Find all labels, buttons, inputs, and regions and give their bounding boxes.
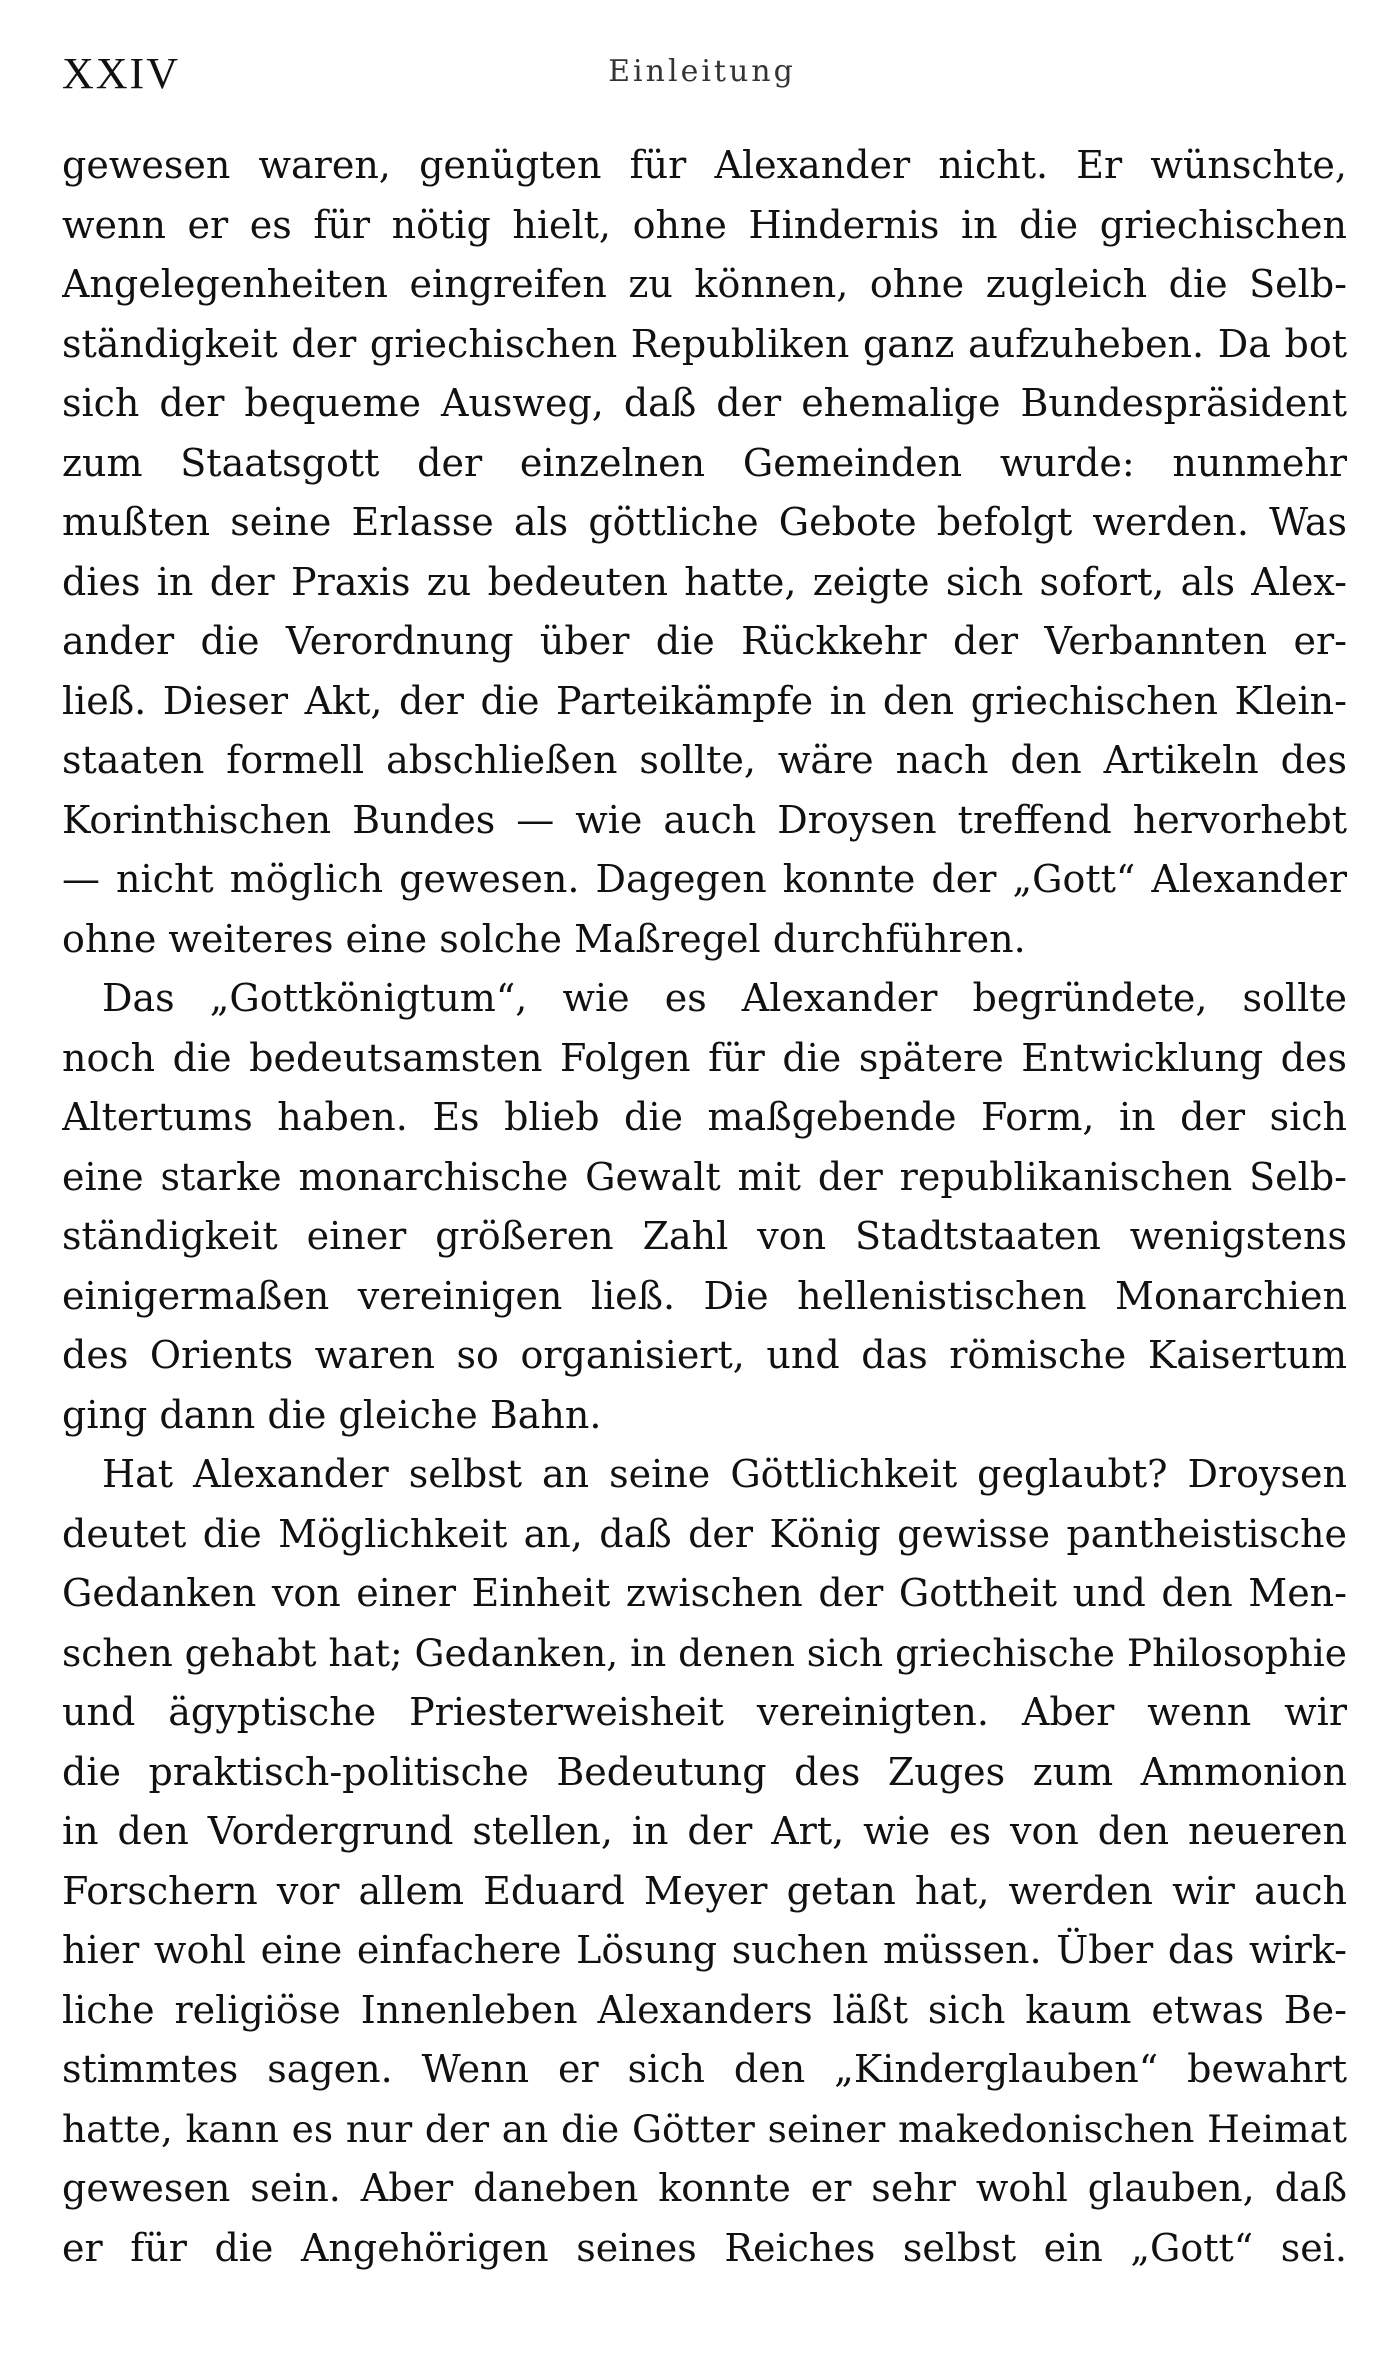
text-line: sich der bequeme Ausweg, daß der ehemalige Bundespräsident: [62, 381, 1347, 425]
text-line: ständigkeit der griechischen Republiken ganz aufzuheben. Da bot: [62, 321, 1347, 366]
page-number: XXIV: [62, 49, 180, 98]
text-line: hatte, kann es nur der an die Götter seiner makedonischen Heimat: [62, 2106, 1347, 2151]
text-line: die praktisch-politische Bedeutung des Zuges zum Ammonion: [62, 1749, 1347, 1794]
text-line: Das „Gottkönigtum“, wie es Alexander begründete, sollte: [102, 976, 1347, 1020]
text-line: einigermaßen vereinigen ließ. Die hellenistischen Monarchien: [62, 1273, 1347, 1318]
text-line: ohne weiteres eine solche Maßregel durchführen.: [62, 916, 1026, 961]
running-head: [62, 40, 1342, 120]
text-line: Korinthischen Bundes — wie auch Droysen treffend hervorhebt: [62, 797, 1347, 842]
text-line: gewesen waren, genügten für Alexander nicht. Er wünschte,: [62, 143, 1347, 187]
text-line: deutet die Möglichkeit an, daß der König gewisse pantheistische: [62, 1511, 1347, 1556]
text-line: ging dann die gleiche Bahn.: [62, 1392, 602, 1437]
text-line: eine starke monarchische Gewalt mit der republikanischen Selb-: [62, 1154, 1347, 1199]
section-title: Einleitung: [608, 54, 796, 89]
text-line: Hat Alexander selbst an seine Göttlichkeit geglaubt? Droysen: [102, 1452, 1347, 1496]
text-line: schen gehabt hat; Gedanken, in denen sich griechische Philosophie: [62, 1630, 1347, 1675]
text-line: mußten seine Erlasse als göttliche Gebote befolgt werden. Was: [62, 500, 1347, 544]
text-line: ander die Verordnung über die Rückkehr der Verbannten er-: [62, 619, 1347, 663]
text-line: dies in der Praxis zu bedeuten hatte, zeigte sich sofort, als Alex-: [62, 559, 1347, 604]
text-line: ständigkeit einer größeren Zahl von Stadtstaaten wenigstens: [62, 1214, 1347, 1258]
text-line: in den Vordergrund stellen, in der Art, wie es von den neueren: [62, 1809, 1347, 1853]
text-line: — nicht möglich gewesen. Dagegen konnte der „Gott“ Alexander: [62, 857, 1347, 901]
text-line: Angelegenheiten eingreifen zu können, ohne zugleich die Selb-: [62, 262, 1347, 306]
text-line: wenn er es für nötig hielt, ohne Hindernis in die griechischen: [62, 202, 1347, 247]
text-line: Forschern vor allem Eduard Meyer getan hat, werden wir auch: [62, 1868, 1347, 1913]
text-line: gewesen sein. Aber daneben konnte er sehr wohl glauben, daß: [62, 2166, 1347, 2210]
text-line: ließ. Dieser Akt, der die Parteikämpfe in den griechischen Klein-: [62, 678, 1347, 723]
text-line: Gedanken von einer Einheit zwischen der Gottheit und den Men-: [62, 1571, 1347, 1615]
text-line: er für die Angehörigen seines Reiches selbst ein „Gott“ sei.: [62, 2225, 1347, 2270]
text-line: Altertums haben. Es blieb die maßgebende Form, in der sich: [62, 1095, 1347, 1139]
text-line: und ägyptische Priesterweisheit vereinigten. Aber wenn wir: [62, 1690, 1347, 1734]
text-line: staaten formell abschließen sollte, wäre nach den Artikeln des: [62, 738, 1347, 782]
body-text: [62, 136, 1347, 2278]
text-line: liche religiöse Innenleben Alexanders läßt sich kaum etwas Be-: [62, 1987, 1347, 2032]
text-line: noch die bedeutsamsten Folgen für die spätere Entwicklung des: [62, 1035, 1347, 1080]
text-line: des Orients waren so organisiert, und das römische Kaisertum: [62, 1333, 1347, 1377]
text-line: stimmtes sagen. Wenn er sich den „Kinderglauben“ bewahrt: [62, 2047, 1347, 2091]
text-line: zum Staatsgott der einzelnen Gemeinden wurde: nunmehr: [62, 440, 1347, 485]
text-line: hier wohl eine einfachere Lösung suchen müssen. Über das wirk-: [62, 1928, 1347, 1972]
